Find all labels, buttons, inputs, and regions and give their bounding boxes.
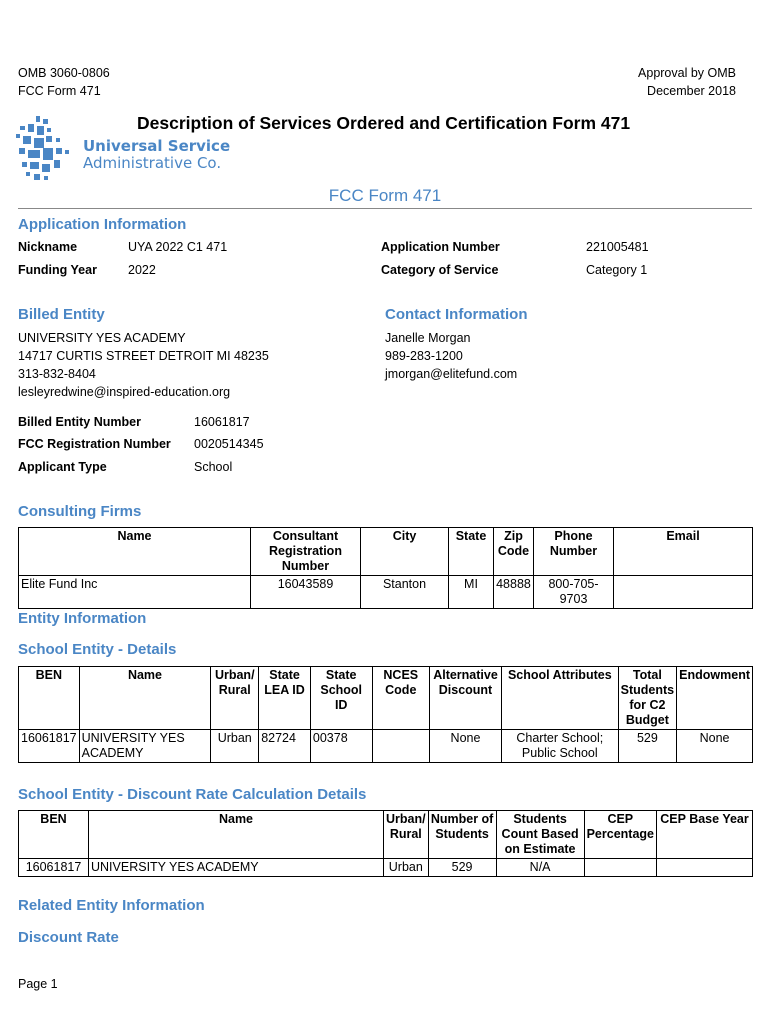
- billed-heading: Billed Entity: [18, 306, 105, 323]
- cell-email: [614, 576, 753, 609]
- col-urban: Urban/ Rural: [211, 667, 259, 730]
- cell-school-id: 00378: [310, 730, 372, 763]
- cell-city: Stanton: [361, 576, 449, 609]
- col-attr: School Attributes: [501, 667, 618, 730]
- cell-attr: Charter School; Public School: [501, 730, 618, 763]
- frn-value: 0020514345: [194, 437, 264, 451]
- discount-rate-heading: Discount Rate: [18, 929, 119, 946]
- usac-logo-text: [83, 138, 230, 172]
- app-number-label: Application Number: [381, 240, 500, 254]
- col-email: Email: [614, 528, 753, 576]
- cell-reg: 16043589: [251, 576, 361, 609]
- table-row: [19, 576, 753, 609]
- cell-nces: [372, 730, 430, 763]
- col-lea: State LEA ID: [259, 667, 311, 730]
- logo-line-1: Universal Service: [83, 137, 231, 155]
- cell-urban: Urban: [384, 859, 429, 877]
- header-left: [18, 64, 110, 100]
- frn-label: FCC Registration Number: [18, 437, 171, 451]
- omb-number: OMB 3060-0806: [18, 66, 110, 80]
- category-value: Category 1: [586, 263, 648, 277]
- billed-name: UNIVERSITY YES ACADEMY: [18, 331, 186, 345]
- table-row: [19, 730, 753, 763]
- school-table: [18, 666, 753, 763]
- col-students: Number of Students: [428, 811, 496, 859]
- ben-label: Billed Entity Number: [18, 415, 141, 429]
- form-number: FCC Form 471: [18, 84, 101, 98]
- col-state: State: [449, 528, 494, 576]
- col-phone: Phone Number: [534, 528, 614, 576]
- contact-name: Janelle Morgan: [385, 331, 471, 345]
- form-title: FCC Form 471: [328, 186, 442, 205]
- ben-value: 16061817: [194, 415, 250, 429]
- col-endow: Endowment: [677, 667, 753, 730]
- col-cep-year: CEP Base Year: [657, 811, 753, 859]
- col-alt: Alternative Discount: [430, 667, 502, 730]
- contact-phone: 989-283-1200: [385, 349, 463, 363]
- billed-email: lesleyredwine@inspired-education.org: [18, 385, 231, 399]
- col-name: Name: [19, 528, 251, 576]
- funding-year-value: 2022: [128, 263, 156, 277]
- applicant-type-value: School: [194, 460, 233, 474]
- col-name: Name: [79, 667, 211, 730]
- approval-text: Approval by OMB: [638, 66, 736, 80]
- contact-heading: Contact Information: [385, 306, 528, 323]
- cell-cep: [584, 859, 656, 877]
- cell-students: 529: [618, 730, 677, 763]
- col-estimate: Students Count Based on Estimate: [496, 811, 584, 859]
- category-label: Category of Service: [381, 263, 499, 277]
- page-title: Description of Services Ordered and Certification Form 471: [137, 113, 631, 133]
- col-city: City: [361, 528, 449, 576]
- nickname-value: UYA 2022 C1 471: [128, 240, 228, 254]
- billed-phone: 313-832-8404: [18, 367, 96, 381]
- billed-address: 14717 CURTIS STREET DETROIT MI 48235: [18, 349, 269, 363]
- cell-urban: Urban: [211, 730, 259, 763]
- cell-name: UNIVERSITY YES ACADEMY: [89, 859, 384, 877]
- cell-ben: 16061817: [19, 730, 80, 763]
- consulting-table: [18, 527, 753, 609]
- usac-logo-icon: [16, 114, 74, 186]
- consulting-heading: Consulting Firms: [18, 503, 142, 520]
- cell-name: UNIVERSITY YES ACADEMY: [79, 730, 211, 763]
- cell-name: Elite Fund Inc: [19, 576, 251, 609]
- funding-year-label: Funding Year: [18, 263, 97, 277]
- related-heading: Related Entity Information: [18, 897, 205, 914]
- header-right: [638, 64, 736, 100]
- discount-heading: School Entity - Discount Rate Calculation Details: [18, 786, 367, 803]
- col-students: Total Students for C2 Budget: [618, 667, 677, 730]
- contact-email: jmorgan@elitefund.com: [385, 367, 518, 381]
- col-reg: Consultant Registration Number: [251, 528, 361, 576]
- cell-alt: None: [430, 730, 502, 763]
- entity-heading: Entity Information: [18, 610, 147, 627]
- divider: [18, 208, 752, 209]
- cell-ben: 16061817: [19, 859, 89, 877]
- billed-address-block: [18, 329, 269, 401]
- col-ben: BEN: [19, 667, 80, 730]
- discount-table: [18, 810, 753, 877]
- application-heading: Application Information: [18, 216, 187, 233]
- col-school-id: State School ID: [310, 667, 372, 730]
- col-name: Name: [89, 811, 384, 859]
- cell-students: 529: [428, 859, 496, 877]
- page-number: Page 1: [18, 977, 58, 991]
- logo-line-2: Administrative Co.: [83, 154, 222, 172]
- cell-lea: 82724: [259, 730, 311, 763]
- cell-state: MI: [449, 576, 494, 609]
- col-urban: Urban/ Rural: [384, 811, 429, 859]
- cell-zip: 48888: [494, 576, 534, 609]
- cell-phone: 800-705-9703: [534, 576, 614, 609]
- table-row: [19, 859, 753, 877]
- applicant-type-label: Applicant Type: [18, 460, 107, 474]
- school-heading: School Entity - Details: [18, 641, 177, 658]
- contact-block: [385, 329, 517, 383]
- nickname-label: Nickname: [18, 240, 78, 254]
- col-ben: BEN: [19, 811, 89, 859]
- cell-estimate: N/A: [496, 859, 584, 877]
- cell-cep-year: [657, 859, 753, 877]
- col-zip: Zip Code: [494, 528, 534, 576]
- approval-date: December 2018: [647, 84, 736, 98]
- col-cep: CEP Percentage: [584, 811, 656, 859]
- app-number-value: 221005481: [586, 240, 649, 254]
- col-nces: NCES Code: [372, 667, 430, 730]
- cell-endow: None: [677, 730, 753, 763]
